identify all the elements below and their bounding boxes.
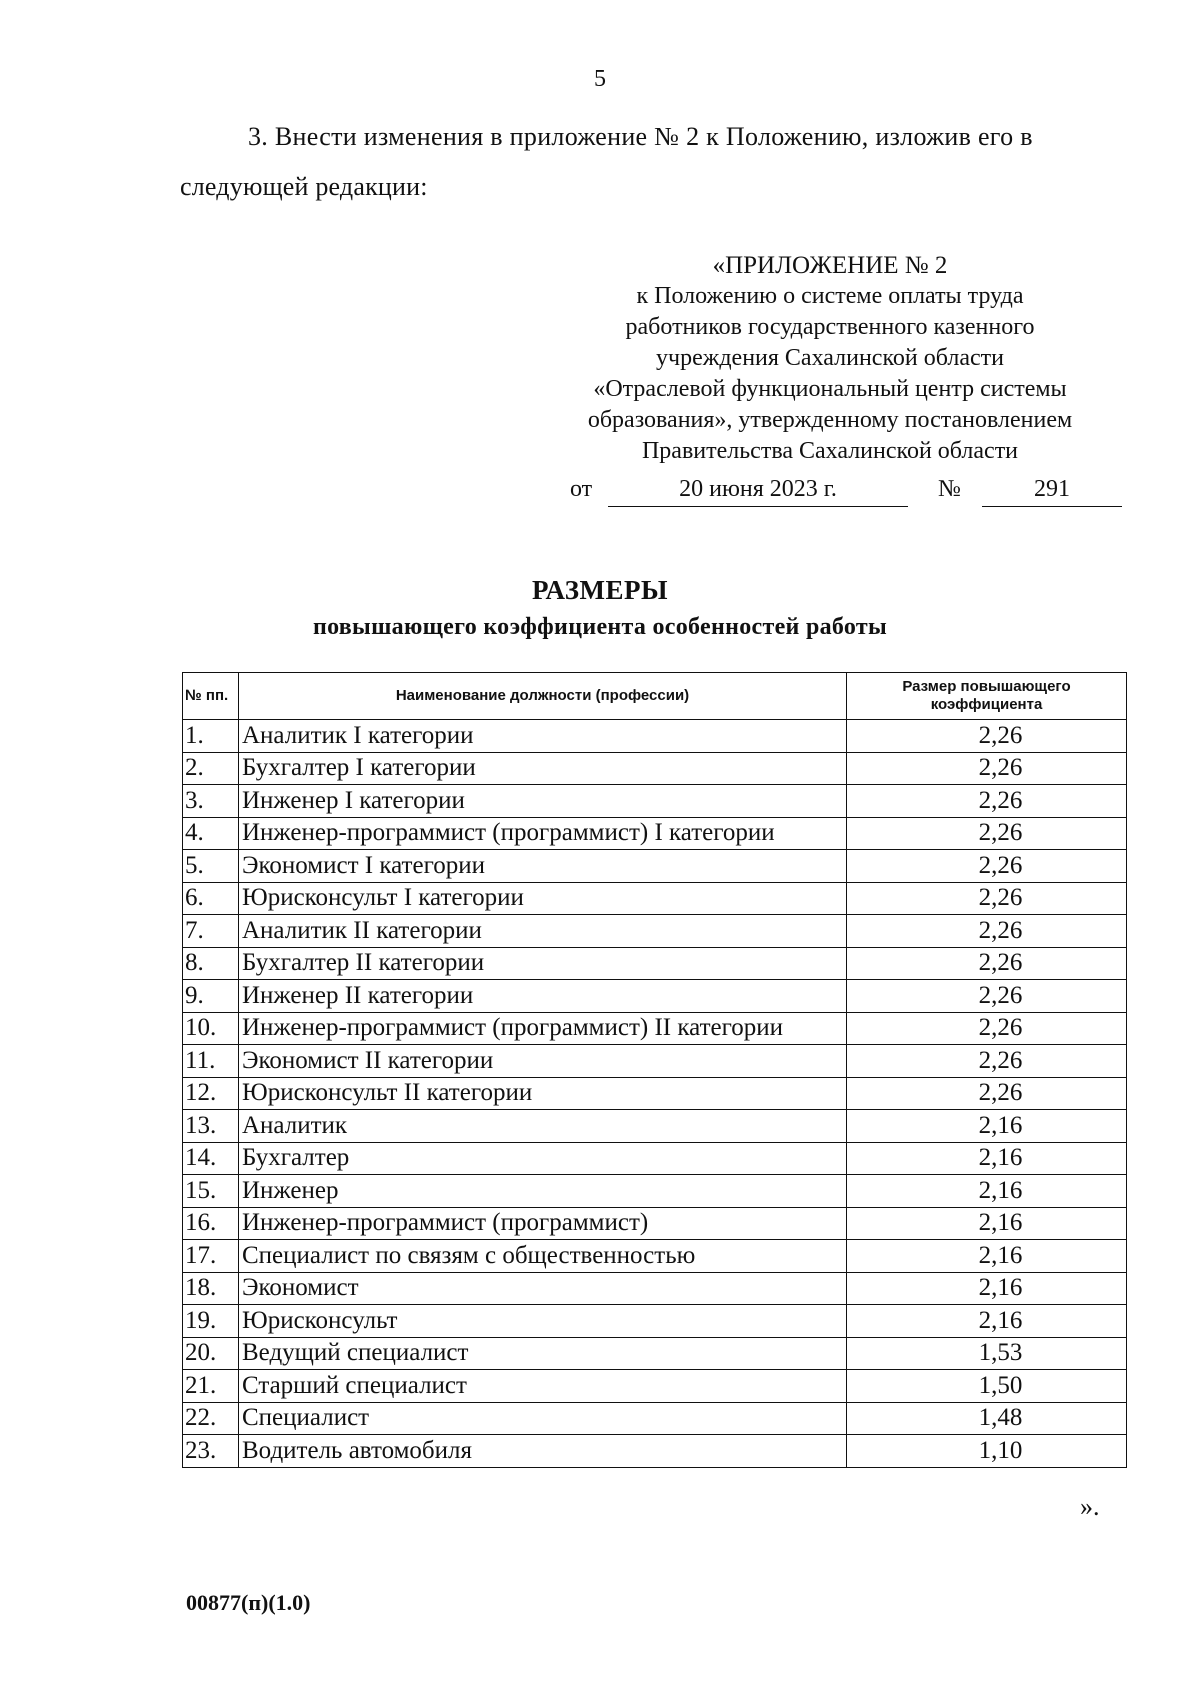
row-number: 23.	[183, 1435, 239, 1468]
row-coefficient: 2,16	[847, 1240, 1127, 1273]
row-coefficient: 2,16	[847, 1175, 1127, 1208]
table-row	[183, 1272, 1127, 1305]
row-position-name: Водитель автомобиля	[239, 1435, 847, 1468]
appendix-line: «Отраслевой функциональный центр системы	[593, 376, 1067, 402]
heading-subtitle: повышающего коэффициента особенностей работы	[312, 614, 888, 640]
table-row	[183, 817, 1127, 850]
row-number: 8.	[183, 947, 239, 980]
row-coefficient: 2,26	[847, 785, 1127, 818]
table-body	[183, 720, 1127, 1468]
table-row	[183, 1175, 1127, 1208]
row-position-name: Инженер I категории	[239, 785, 847, 818]
appendix-line: работников государственного казенного	[625, 314, 1035, 340]
row-number: 15.	[183, 1175, 239, 1208]
header-num: № пп.	[183, 673, 239, 720]
row-coefficient: 2,16	[847, 1142, 1127, 1175]
row-position-name: Аналитик I категории	[239, 720, 847, 753]
row-coefficient: 2,26	[847, 1012, 1127, 1045]
appendix-block	[530, 250, 1130, 467]
number-prefix: №	[938, 476, 961, 502]
closing-quote: ».	[1080, 1492, 1100, 1521]
appendix-line: учреждения Сахалинской области	[656, 345, 1004, 371]
row-number: 12.	[183, 1077, 239, 1110]
row-position-name: Специалист	[239, 1402, 847, 1435]
row-coefficient: 2,16	[847, 1305, 1127, 1338]
table-row	[183, 882, 1127, 915]
row-coefficient: 1,48	[847, 1402, 1127, 1435]
table-row	[183, 752, 1127, 785]
table-row	[183, 785, 1127, 818]
heading-title: РАЗМЕРЫ	[531, 575, 669, 605]
date-prefix: от	[570, 476, 593, 502]
row-position-name: Юрисконсульт	[239, 1305, 847, 1338]
row-number: 5.	[183, 850, 239, 883]
row-coefficient: 2,26	[847, 817, 1127, 850]
row-position-name: Инженер II категории	[239, 980, 847, 1013]
decree-date: 20 июня 2023 г.	[608, 476, 908, 507]
table-row	[183, 1045, 1127, 1078]
row-coefficient: 2,16	[847, 1272, 1127, 1305]
table-row	[183, 980, 1127, 1013]
row-position-name: Экономист	[239, 1272, 847, 1305]
row-number: 21.	[183, 1370, 239, 1403]
row-coefficient: 2,26	[847, 915, 1127, 948]
row-position-name: Аналитик	[239, 1110, 847, 1143]
row-coefficient: 2,26	[847, 850, 1127, 883]
table-row	[183, 1337, 1127, 1370]
row-position-name: Экономист II категории	[239, 1045, 847, 1078]
decree-reference	[570, 474, 1130, 514]
row-position-name: Экономист I категории	[239, 850, 847, 883]
row-coefficient: 2,26	[847, 882, 1127, 915]
appendix-line: образования», утвержденному постановлением	[587, 407, 1073, 433]
row-number: 10.	[183, 1012, 239, 1045]
header-value: Размер повышающего коэффициента	[847, 673, 1127, 720]
row-number: 3.	[183, 785, 239, 818]
row-coefficient: 1,10	[847, 1435, 1127, 1468]
table-row	[183, 1305, 1127, 1338]
row-coefficient: 2,16	[847, 1207, 1127, 1240]
table-row	[183, 850, 1127, 883]
document-code: 00877(п)(1.0)	[186, 1590, 311, 1615]
row-position-name: Старший специалист	[239, 1370, 847, 1403]
table-row	[183, 1402, 1127, 1435]
row-position-name: Аналитик II категории	[239, 915, 847, 948]
table-heading	[0, 575, 1200, 641]
table-row	[183, 720, 1127, 753]
table-row	[183, 1370, 1127, 1403]
row-coefficient: 1,50	[847, 1370, 1127, 1403]
table-row	[183, 1077, 1127, 1110]
table-row	[183, 1435, 1127, 1468]
row-number: 6.	[183, 882, 239, 915]
row-position-name: Инженер-программист (программист)	[239, 1207, 847, 1240]
row-number: 2.	[183, 752, 239, 785]
row-number: 20.	[183, 1337, 239, 1370]
paragraph-line-2: следующей редакции:	[180, 172, 428, 201]
appendix-line: к Положению о системе оплаты труда	[636, 283, 1024, 309]
row-coefficient: 2,16	[847, 1110, 1127, 1143]
row-number: 17.	[183, 1240, 239, 1273]
row-number: 4.	[183, 817, 239, 850]
row-position-name: Инженер-программист (программист) I категории	[239, 817, 847, 850]
row-number: 22.	[183, 1402, 239, 1435]
table-row	[183, 915, 1127, 948]
row-coefficient: 2,26	[847, 752, 1127, 785]
row-position-name: Ведущий специалист	[239, 1337, 847, 1370]
row-coefficient: 1,53	[847, 1337, 1127, 1370]
table-row	[183, 947, 1127, 980]
row-position-name: Бухгалтер II категории	[239, 947, 847, 980]
row-number: 19.	[183, 1305, 239, 1338]
row-number: 11.	[183, 1045, 239, 1078]
table-row	[183, 1240, 1127, 1273]
table-row	[183, 1012, 1127, 1045]
row-position-name: Юрисконсульт I категории	[239, 882, 847, 915]
table-row	[183, 1142, 1127, 1175]
page-number: 5	[594, 66, 606, 92]
table-row	[183, 1207, 1127, 1240]
appendix-line: Правительства Сахалинской области	[641, 438, 1019, 464]
header-name: Наименование должности (профессии)	[239, 673, 847, 720]
row-number: 13.	[183, 1110, 239, 1143]
row-position-name: Бухгалтер	[239, 1142, 847, 1175]
decree-number: 291	[982, 476, 1122, 507]
row-number: 1.	[183, 720, 239, 753]
row-coefficient: 2,26	[847, 1077, 1127, 1110]
coefficient-table	[182, 672, 1127, 1468]
appendix-title: «ПРИЛОЖЕНИЕ № 2	[712, 252, 948, 279]
table-row	[183, 1110, 1127, 1143]
row-coefficient: 2,26	[847, 947, 1127, 980]
row-coefficient: 2,26	[847, 1045, 1127, 1078]
paragraph-line-1: 3. Внести изменения в приложение № 2 к Положению, изложив его в	[248, 122, 1033, 151]
row-position-name: Бухгалтер I категории	[239, 752, 847, 785]
row-position-name: Юрисконсульт II категории	[239, 1077, 847, 1110]
row-position-name: Инженер	[239, 1175, 847, 1208]
row-coefficient: 2,26	[847, 720, 1127, 753]
row-position-name: Инженер-программист (программист) II категории	[239, 1012, 847, 1045]
row-number: 14.	[183, 1142, 239, 1175]
row-number: 18.	[183, 1272, 239, 1305]
row-coefficient: 2,26	[847, 980, 1127, 1013]
row-number: 16.	[183, 1207, 239, 1240]
row-number: 9.	[183, 980, 239, 1013]
row-number: 7.	[183, 915, 239, 948]
row-position-name: Специалист по связям с общественностью	[239, 1240, 847, 1273]
table-header-row	[183, 673, 1127, 720]
